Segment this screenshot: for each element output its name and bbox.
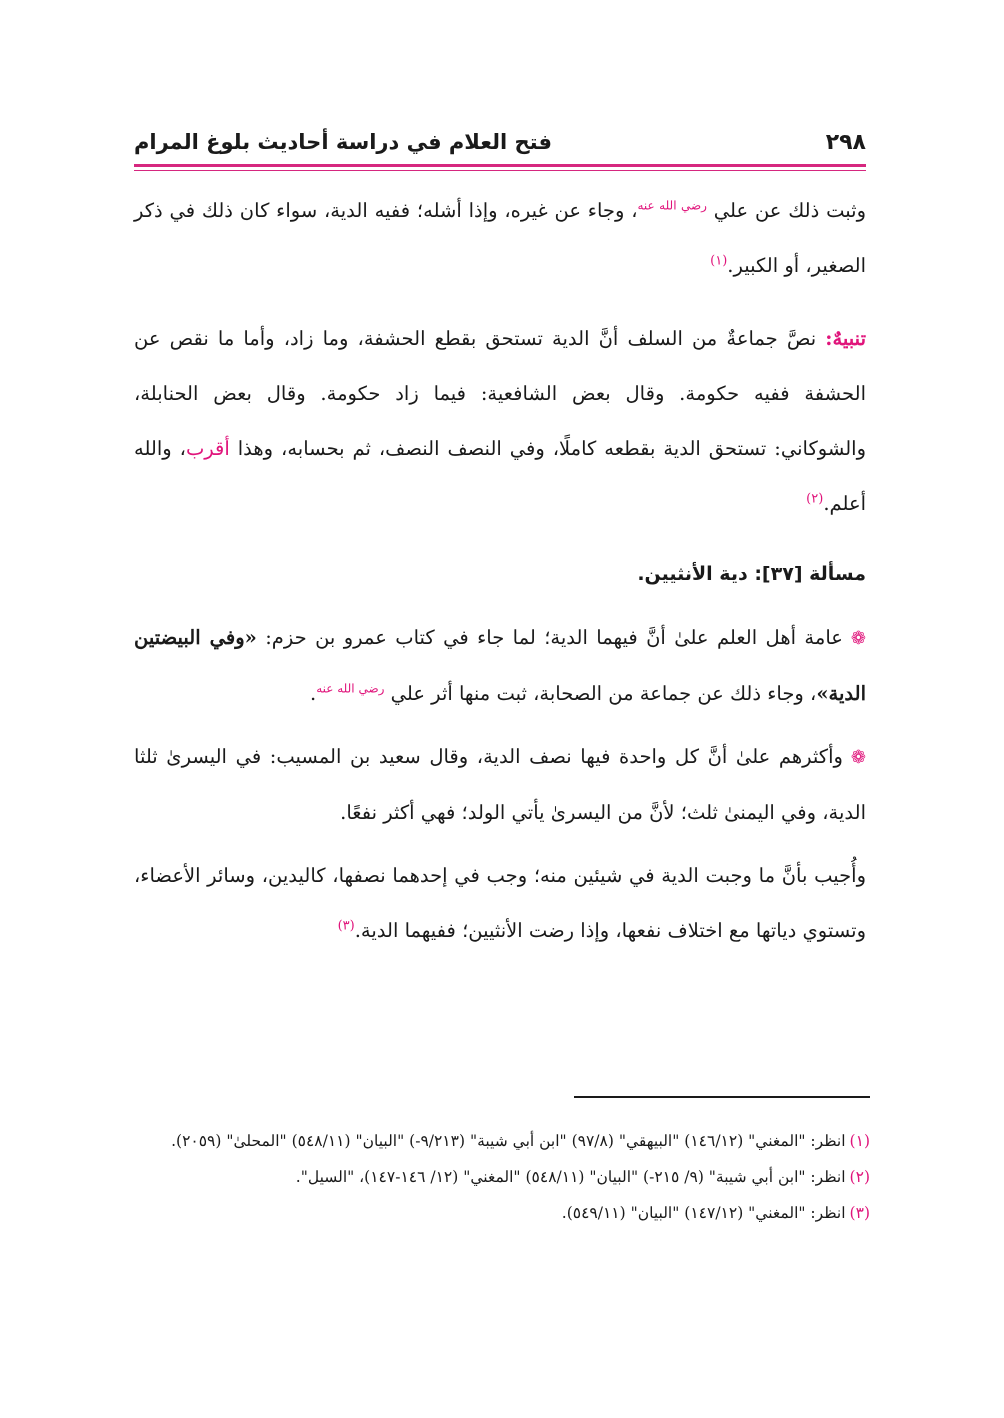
footnote-3 <box>138 1197 870 1229</box>
footnote-2 <box>138 1161 870 1193</box>
footnote-number: (٣) <box>849 1204 870 1222</box>
flower-bullet-icon: ❁ <box>850 747 866 768</box>
bullet-paragraph-2 <box>134 729 866 840</box>
note-label: تنبيهٌ: <box>825 327 866 350</box>
honorific-glyph: رضي الله عنه <box>637 198 707 213</box>
footnote-text: انظر: "المغني" (١٤٧/١٢) "البيان" (٥٤٩/١١). <box>561 1204 846 1222</box>
page <box>134 120 866 958</box>
footnote-number: (٢) <box>849 1168 870 1186</box>
page-number: ٢٩٨ <box>825 129 866 155</box>
footnote-1 <box>138 1125 870 1157</box>
hadith-quote: «وفي البيضتين الدية» <box>134 626 866 705</box>
paragraph-1 <box>134 183 866 293</box>
text-run: وأُجيب بأنَّ ما وجبت الدية في شيئين منه؛ وجب في إحدهما نصفها، كاليدين، وسائر الأعضاء، وتستوي دياتها مع اختلاف نفعها، وإذا رضت الأنثيين؛ ففيهما الدية. <box>134 864 866 942</box>
response-paragraph <box>134 848 866 958</box>
note-paragraph <box>134 311 866 531</box>
footnote-text: انظر: "ابن أبي شيبة" (٩/ ٢١٥-) "البيان" (٥٤٨/١١) "المغني" (١٢/ ١٤٦-١٤٧)، "السيل". <box>295 1168 846 1186</box>
running-header <box>134 120 866 164</box>
header-rule-thin <box>134 170 866 171</box>
text-run: ، وجاء عن غيره، وإذا أشله؛ ففيه الدية، سواء كان ذلك في ذكر الصغير، أو الكبير. <box>134 199 866 277</box>
bullet-paragraph-1 <box>134 610 866 721</box>
book-title: فتح العلام في دراسة أحاديث بلوغ المرام <box>134 130 552 154</box>
footnote-number: (١) <box>849 1132 870 1150</box>
footnote-ref-2[interactable]: (٢) <box>806 491 824 507</box>
text-run: وأكثرهم علىٰ أنَّ كل واحدة فيها نصف الدية، وقال سعيد بن المسيب: في اليسرىٰ ثلثا الدية، وفي اليمنىٰ ثلث؛ لأنَّ من اليسرىٰ يأتي الولد؛ فهي أكثر نفعًا. <box>134 745 866 824</box>
flower-bullet-icon: ❁ <box>850 628 866 649</box>
text-run: ، والله أعلم. <box>134 437 866 515</box>
honorific-glyph: رضي الله عنه <box>316 681 385 696</box>
main-text <box>134 183 866 958</box>
text-run: ، وجاء ذلك عن جماعة من الصحابة، ثبت منها أثر علي <box>390 682 817 705</box>
footnote-ref-3[interactable]: (٣) <box>337 918 355 934</box>
header-rule-thick <box>134 164 866 167</box>
text-run: وثبت ذلك عن علي <box>713 199 867 222</box>
highlighted-word: أقرب <box>185 437 230 460</box>
issue-heading: مسألة [٣٧]: دية الأنثيين. <box>637 563 866 585</box>
text-run: . <box>310 682 317 705</box>
footnote-separator <box>574 1096 870 1098</box>
text-run: عامة أهل العلم علىٰ أنَّ فيهما الدية؛ لما جاء في كتاب عمرو بن حزم: <box>265 626 843 649</box>
footnote-text: انظر: "المغني" (١٤٦/١٢) "البيهقي" (٩٧/٨) "ابن أبي شيبة" (٩/٢١٣-) "البيان" (٥٤٨/١١) "المحلىٰ" (٢٠٥٩). <box>171 1132 846 1150</box>
text-run: نصَّ جماعةٌ من السلف أنَّ الدية تستحق بقطع الحشفة، وما زاد، وأما ما نقص عن الحشفة ففيه حكومة. وقال بعض الشافعية: فيما زاد حكومة. وقال بعض الحنابلة، والشوكاني: تستحق الدية بقطعه كاملًا، وفي النصف النصف، ثم بحسابه، وهذا <box>134 327 866 460</box>
footnote-ref-1[interactable]: (١) <box>710 253 728 269</box>
footnotes <box>138 1125 870 1233</box>
